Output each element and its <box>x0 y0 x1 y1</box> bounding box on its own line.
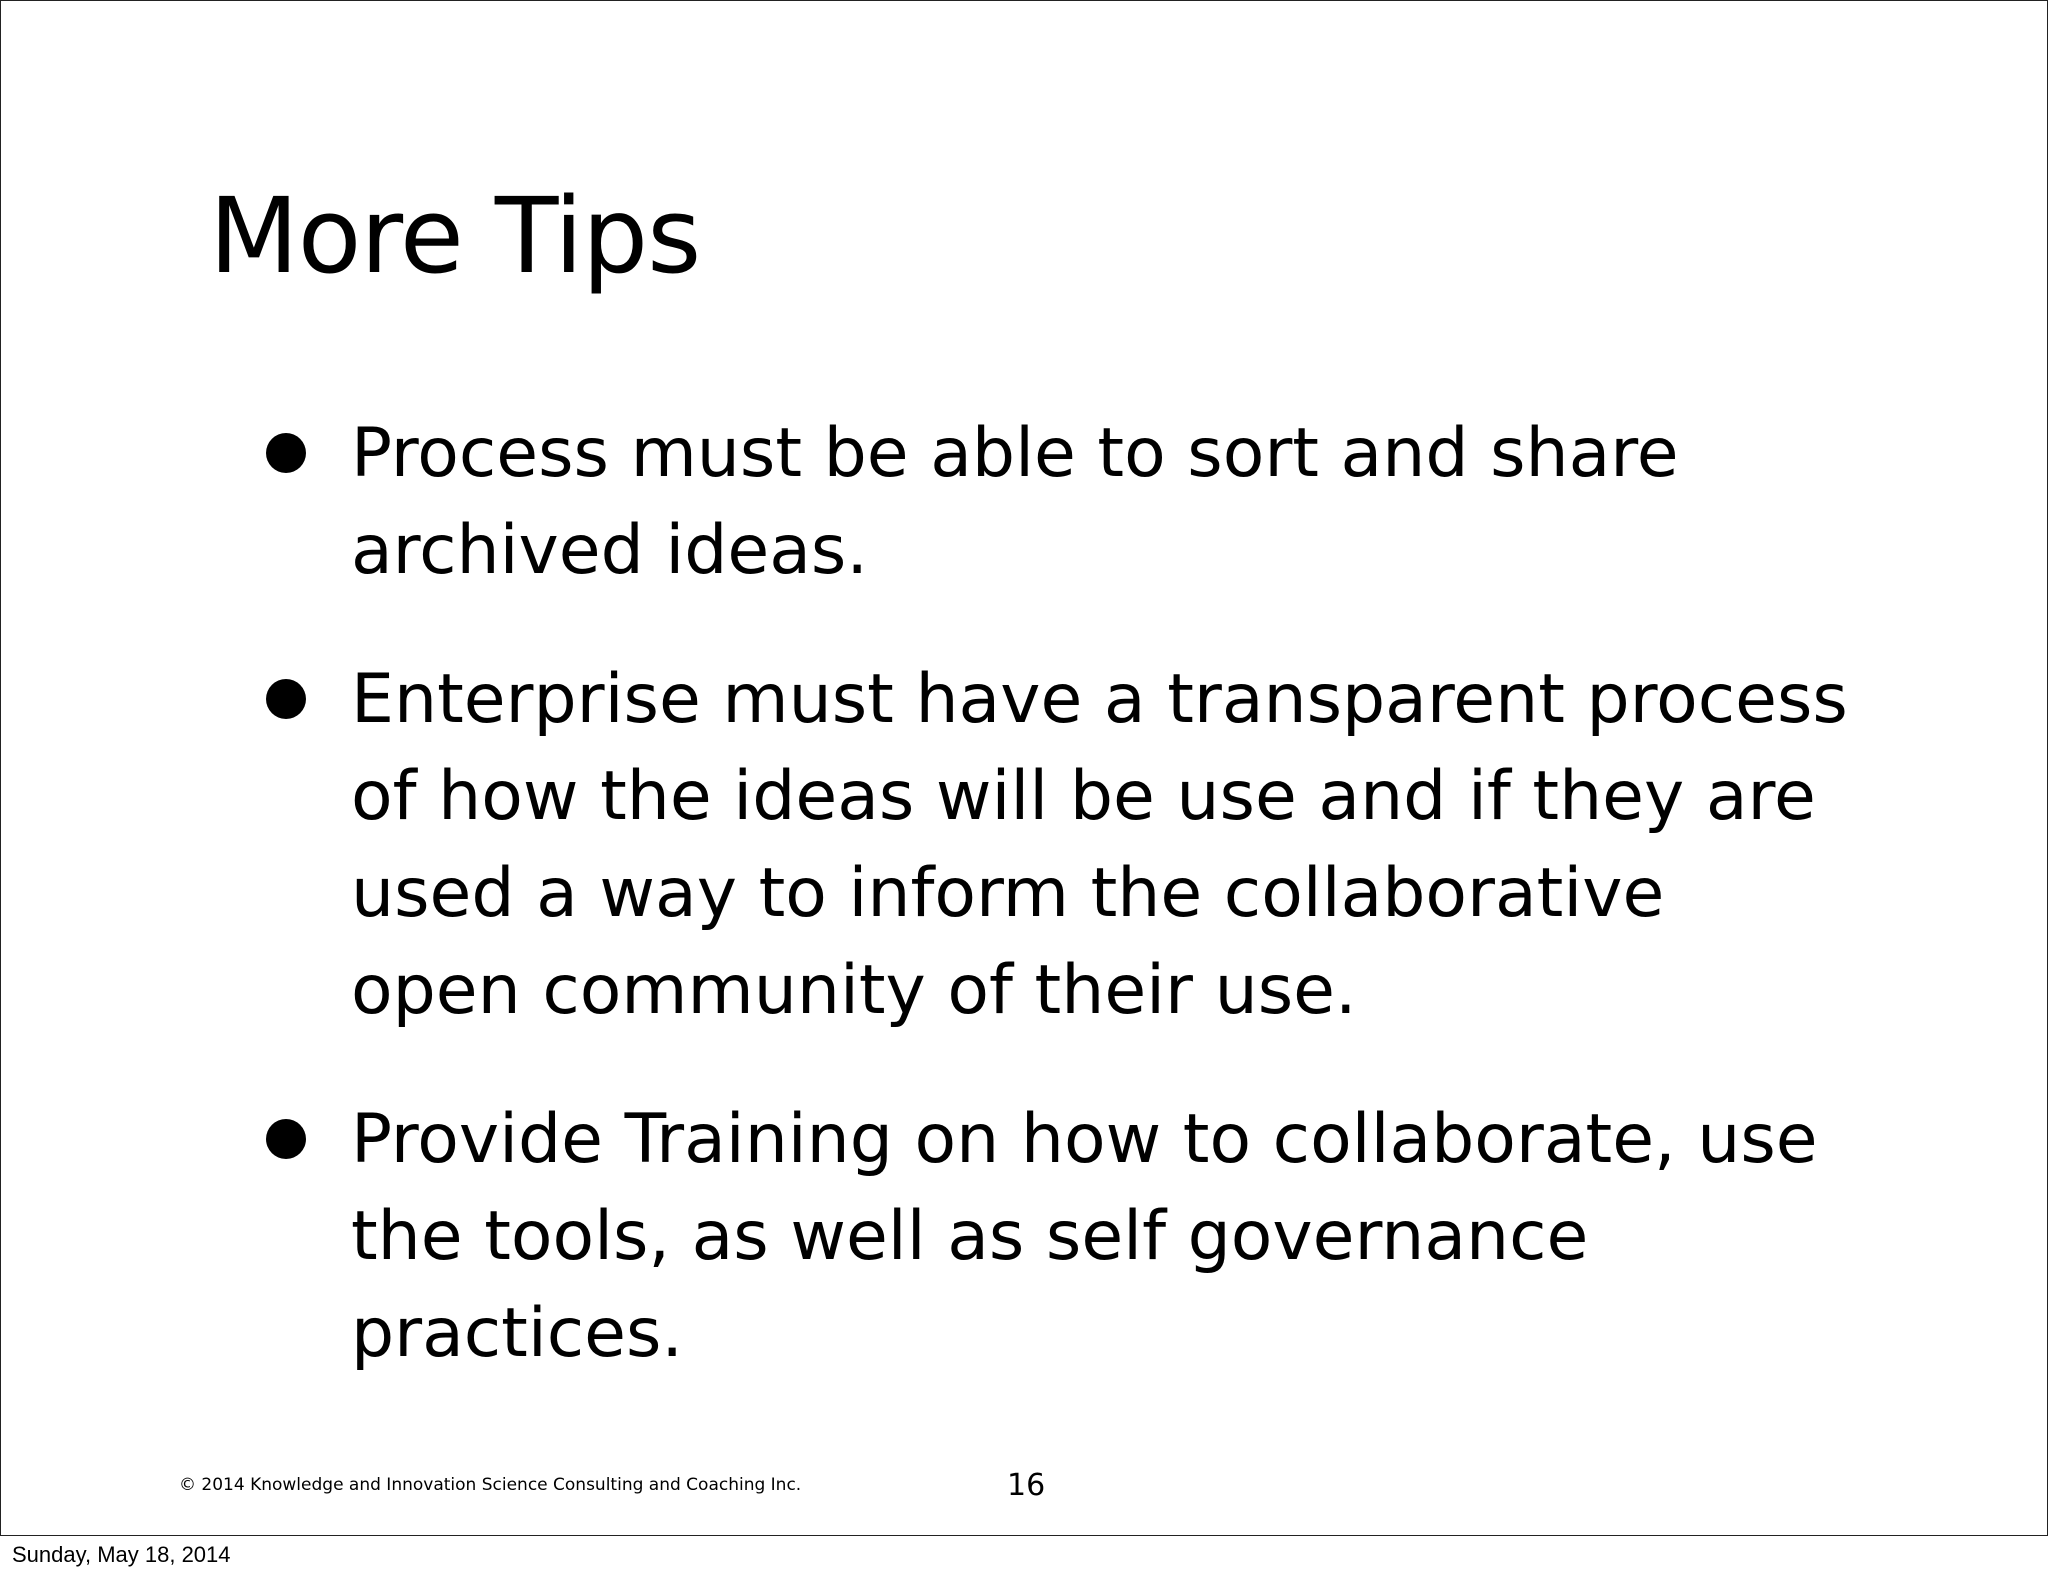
page-number: 16 <box>1007 1468 1046 1503</box>
bullet-line: practices. <box>351 1294 683 1373</box>
bullet-line: Process must be able to sort and share <box>351 414 1679 493</box>
bullet-line: Enterprise must have a transparent process <box>351 660 1848 739</box>
bullet-dot-icon <box>266 679 306 719</box>
bullet-dot-icon <box>266 433 306 473</box>
bullet-line: archived ideas. <box>351 511 868 590</box>
bullet-line: used a way to inform the collaborative <box>351 854 1665 933</box>
bullet-item <box>266 1091 1866 1382</box>
print-date: Sunday, May 18, 2014 <box>12 1542 231 1567</box>
footer-copyright: © 2014 Knowledge and Innovation Science Consulting and Coaching Inc. <box>179 1475 802 1495</box>
bullet-list <box>266 405 1866 1382</box>
bullet-line: of how the ideas will be use and if they are <box>351 757 1816 836</box>
bullet-line: Provide Training on how to collaborate, use <box>351 1100 1818 1179</box>
bullet-line: the tools, as well as self governance <box>351 1197 1589 1276</box>
bullet-dot-icon <box>266 1119 306 1159</box>
slide-title: More Tips <box>209 175 701 297</box>
bullet-item <box>266 651 1866 1039</box>
bullet-item <box>266 405 1866 599</box>
bullet-line: open community of their use. <box>351 951 1357 1030</box>
